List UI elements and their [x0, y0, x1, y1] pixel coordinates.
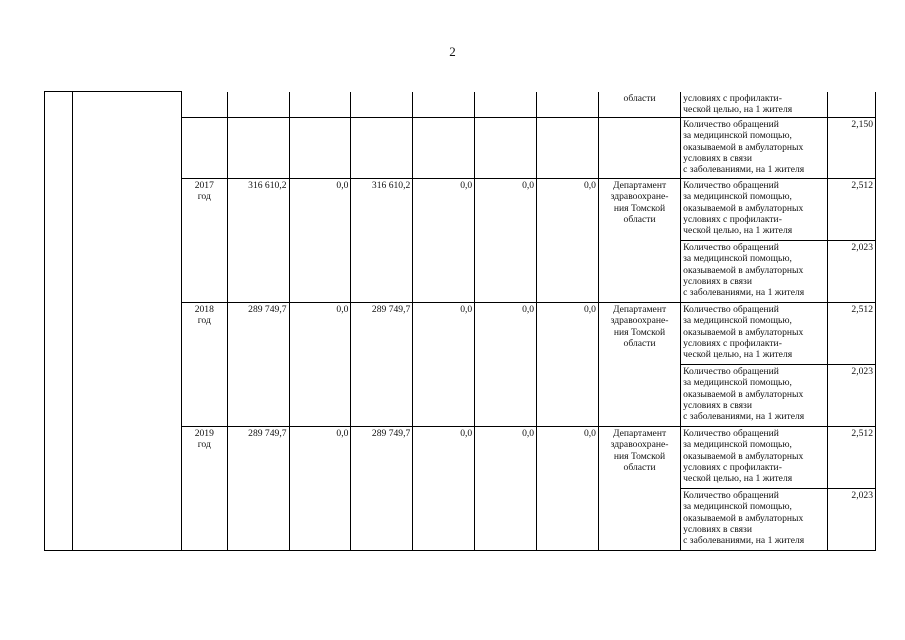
local-cell: 0,0	[413, 179, 475, 303]
total-cell: 289 749,7	[227, 427, 289, 551]
federal-cell	[289, 118, 351, 179]
indicator-cell: Количество обращений за медицинской помощью, оказываемой в амбулаторных условиях с профилакти- ческой целью, на 1 жителя	[681, 427, 828, 489]
responsible-cell: области	[598, 92, 680, 118]
tfoms-cell	[475, 92, 537, 118]
table-row	[45, 92, 876, 118]
indicator-value: 2,150	[828, 118, 876, 179]
year-cell: 2017 год	[181, 179, 227, 303]
other-cell	[537, 118, 599, 179]
indicator-cell: Количество обращений за медицинской помощью, оказываемой в амбулаторных условиях в связи с заболеваниями, на 1 жителя	[681, 365, 828, 427]
indicator-value	[828, 92, 876, 118]
tfoms-cell	[475, 118, 537, 179]
other-cell: 0,0	[537, 179, 599, 303]
total-cell: 289 749,7	[227, 303, 289, 427]
responsible-cell: Департамент здравоохране- ния Томской области	[598, 427, 680, 551]
number-cell	[45, 92, 73, 551]
other-cell: 0,0	[537, 427, 599, 551]
other-cell: 0,0	[537, 303, 599, 427]
indicator-value: 2,023	[828, 241, 876, 303]
regional-cell	[351, 92, 413, 118]
federal-cell: 0,0	[289, 303, 351, 427]
responsible-cell: Департамент здравоохране- ния Томской области	[598, 179, 680, 303]
regional-cell: 289 749,7	[351, 303, 413, 427]
name-cell	[73, 92, 182, 551]
local-cell: 0,0	[413, 427, 475, 551]
year-cell	[181, 92, 227, 118]
total-cell: 316 610,2	[227, 179, 289, 303]
local-cell: 0,0	[413, 303, 475, 427]
indicator-cell: Количество обращений за медицинской помощью, оказываемой в амбулаторных условиях в связи с заболеваниями, на 1 жителя	[681, 118, 828, 179]
year-cell: 2018 год	[181, 303, 227, 427]
indicator-cell: условиях с профилакти- ческой целью, на 1 жителя	[681, 92, 828, 118]
year-cell	[181, 118, 227, 179]
responsible-cell	[598, 118, 680, 179]
indicator-cell: Количество обращений за медицинской помощью, оказываемой в амбулаторных условиях в связи с заболеваниями, на 1 жителя	[681, 241, 828, 303]
federal-cell	[289, 92, 351, 118]
regional-cell	[351, 118, 413, 179]
tfoms-cell: 0,0	[475, 179, 537, 303]
year-cell: 2019 год	[181, 427, 227, 551]
indicator-value: 2,023	[828, 365, 876, 427]
other-cell	[537, 92, 599, 118]
page-number: 2	[449, 44, 456, 59]
federal-cell: 0,0	[289, 179, 351, 303]
tfoms-cell: 0,0	[475, 303, 537, 427]
tfoms-cell: 0,0	[475, 427, 537, 551]
total-cell	[227, 92, 289, 118]
indicator-cell: Количество обращений за медицинской помощью, оказываемой в амбулаторных условиях с профилакти- ческой целью, на 1 жителя	[681, 303, 828, 365]
federal-cell: 0,0	[289, 427, 351, 551]
indicator-value: 2,512	[828, 179, 876, 241]
indicator-value: 2,512	[828, 303, 876, 365]
local-cell	[413, 118, 475, 179]
regional-cell: 316 610,2	[351, 179, 413, 303]
total-cell	[227, 118, 289, 179]
local-cell	[413, 92, 475, 118]
indicator-value: 2,023	[828, 489, 876, 551]
responsible-cell: Департамент здравоохране- ния Томской области	[598, 303, 680, 427]
indicator-cell: Количество обращений за медицинской помощью, оказываемой в амбулаторных условиях в связи с заболеваниями, на 1 жителя	[681, 489, 828, 551]
budget-table	[44, 91, 876, 551]
regional-cell: 289 749,7	[351, 427, 413, 551]
indicator-cell: Количество обращений за медицинской помощью, оказываемой в амбулаторных условиях с профилакти- ческой целью, на 1 жителя	[681, 179, 828, 241]
indicator-value: 2,512	[828, 427, 876, 489]
